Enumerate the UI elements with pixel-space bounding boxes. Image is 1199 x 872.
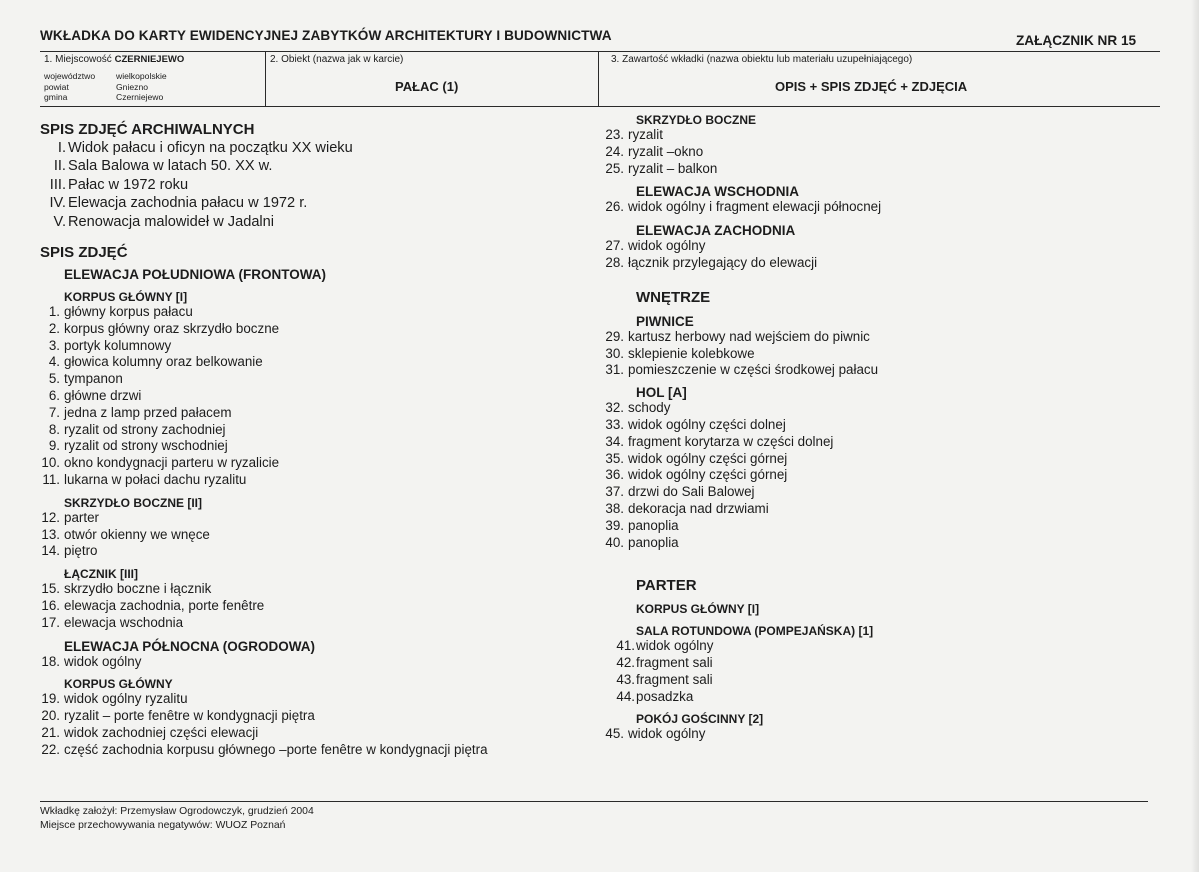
photo-item (40, 543, 595, 560)
photo-item (604, 726, 1164, 743)
photo-number: 17. (41, 614, 60, 630)
photo-number: 20. (41, 708, 60, 724)
photo-text: ryzalit (628, 127, 663, 142)
admin-key: województwo (44, 71, 96, 81)
photo-item (604, 484, 1164, 501)
admin-value: Czerniejewo (116, 92, 164, 102)
cellars-list (604, 329, 1164, 379)
photo-number: 24. (605, 143, 624, 159)
photo-text: piętro (64, 543, 98, 559)
locality-box (44, 54, 184, 65)
north-list (40, 654, 595, 671)
card-title: WKŁADKA DO KARTY EWIDENCYJNEJ ZABYTKÓW ARCHITEKTURY I BUDOWNICTWA (40, 28, 612, 43)
photo-number: 42. (616, 655, 635, 671)
photo-item (40, 510, 595, 527)
photo-text: fragment korytarza w części dolnej (628, 433, 834, 449)
photo-item (604, 535, 1164, 552)
photo-text: posadzka (636, 688, 694, 704)
photo-text: pomieszczenie w części środkowej pałacu (628, 362, 879, 378)
rotunda-heading: SALA ROTUNDOWA (POMPEJAŃSKA) [1] (636, 624, 874, 639)
photo-item (40, 472, 595, 489)
ground-floor-heading: PARTER (636, 577, 697, 595)
admin-values (116, 71, 167, 103)
north-elevation-heading: ELEWACJA PÓŁNOCNA (OGRODOWA) (64, 638, 315, 654)
east-list (604, 199, 1164, 216)
archival-item (40, 213, 595, 231)
photo-item (604, 417, 1164, 434)
photo-number: 12. (41, 509, 60, 525)
archival-text: Elewacja zachodnia pałacu w 1972 r. (68, 195, 308, 212)
archival-list (40, 139, 595, 231)
photo-number: 43. (616, 671, 635, 687)
photo-item (40, 581, 595, 598)
photo-number: 41. (616, 638, 635, 654)
photo-number: 1. (48, 303, 60, 319)
connector-list (40, 581, 595, 631)
photo-number: 6. (48, 387, 60, 403)
guest-room-list (604, 726, 1164, 743)
photo-text: fragment sali (636, 671, 713, 687)
photo-text: widok ogólny (64, 653, 142, 669)
footer-rule (40, 801, 1148, 802)
photo-item (40, 708, 595, 725)
photo-text: główne drzwi (64, 387, 142, 403)
photo-text: elewacja wschodnia (64, 614, 184, 630)
admin-value: wielkopolskie (116, 71, 167, 81)
archival-heading: SPIS ZDJĘĆ ARCHIWALNYCH (40, 121, 255, 138)
photo-item (604, 638, 1164, 655)
photo-number: 14. (41, 543, 60, 559)
archival-text: Widok pałacu i oficyn na początku XX wieku (68, 140, 353, 156)
photo-item (604, 362, 1164, 379)
connector-heading: ŁĄCZNIK [III] (64, 567, 138, 582)
photo-number: 40. (605, 534, 624, 550)
box-divider-2 (598, 51, 599, 106)
photo-item (40, 438, 595, 455)
photo-text: panoplia (628, 534, 679, 550)
side-wing-list (40, 510, 595, 560)
archival-item (40, 176, 595, 194)
photo-item (604, 672, 1164, 689)
photo-text: ryzalit – porte fenêtre w kondygnacji piętra (64, 708, 315, 724)
box-divider-1 (265, 51, 266, 106)
photo-number: 21. (41, 724, 60, 740)
appendix-number: ZAŁĄCZNIK NR 15 (1016, 33, 1137, 48)
photo-number: 19. (41, 691, 60, 707)
photo-item (604, 255, 1164, 272)
photo-text: parter (64, 509, 99, 525)
photo-item (604, 199, 1164, 216)
photo-text: widok ogólny (636, 638, 714, 654)
photo-item (40, 371, 595, 388)
photo-number: 32. (605, 400, 624, 416)
photo-item (604, 400, 1164, 417)
photo-item (604, 451, 1164, 468)
photo-number: 33. (605, 416, 624, 432)
photo-number: 34. (605, 433, 624, 449)
right-column (604, 113, 1164, 742)
archival-text: Renowacja malowideł w Jadalni (68, 213, 275, 230)
photo-number: 7. (48, 404, 60, 420)
photo-text: lukarna w połaci dachu ryzalitu (64, 471, 247, 487)
archival-item (40, 157, 595, 175)
photo-item (604, 689, 1164, 706)
archival-item (40, 139, 595, 157)
locality-label: 1. Miejscowość (44, 54, 112, 65)
photo-item (604, 329, 1164, 346)
photo-text: widok ogólny części górnej (628, 450, 788, 466)
hall-heading: HOL [A] (636, 385, 687, 401)
photo-text: widok ogólny części górnej (628, 467, 788, 483)
photo-number: 15. (41, 581, 60, 597)
photo-number: 4. (48, 354, 60, 370)
admin-key: gmina (44, 92, 68, 102)
guest-room-heading: POKÓJ GOŚCINNY [2] (636, 711, 764, 726)
photo-text: widok ogólny (628, 238, 706, 254)
photo-number: 27. (605, 238, 624, 254)
photo-text: elewacja zachodnia, porte fenêtre (64, 597, 265, 613)
left-column (40, 121, 595, 758)
photo-number: 36. (605, 467, 624, 483)
east-elevation-heading: ELEWACJA WSCHODNIA (636, 184, 800, 200)
hall-list (604, 400, 1164, 551)
photo-number: 26. (605, 199, 624, 215)
photo-text: widok ogólny (628, 725, 706, 741)
photo-text: skrzydło boczne i łącznik (64, 581, 212, 597)
rotunda-list (604, 638, 1164, 705)
photo-text: sklepienie kolebkowe (628, 345, 755, 361)
photo-number: 22. (41, 741, 60, 757)
archival-number: II. (53, 158, 66, 175)
photo-number: 37. (605, 484, 624, 500)
photo-item (40, 338, 595, 355)
photo-text: widok ogólny i fragment elewacji północnej (628, 199, 882, 215)
photo-number: 23. (605, 127, 624, 142)
photo-item (40, 598, 595, 615)
photo-text: fragment sali (636, 655, 713, 671)
photo-item (604, 238, 1164, 255)
footer-negatives: Miejsce przechowywania negatywów: WUOZ Poznań (40, 820, 286, 831)
header-top-rule (40, 51, 1160, 52)
admin-keys (44, 71, 95, 103)
photo-text: kartusz herbowy nad wejściem do piwnic (628, 328, 870, 344)
photo-text: ryzalit od strony zachodniej (64, 421, 226, 437)
archival-number: IV. (49, 195, 66, 212)
photo-number: 2. (48, 320, 60, 336)
west-list (604, 238, 1164, 272)
photo-text: widok ogólny części dolnej (628, 416, 786, 432)
header-bottom-rule (40, 106, 1160, 107)
photo-item (40, 691, 595, 708)
photo-text: ryzalit –okno (628, 143, 704, 159)
photo-item (40, 321, 595, 338)
photo-text: portyk kolumnowy (64, 337, 172, 353)
photo-number: 31. (605, 362, 624, 378)
photo-text: główny korpus pałacu (64, 303, 193, 319)
photo-item (604, 127, 1164, 144)
photo-item (40, 654, 595, 671)
archival-number: III. (49, 176, 66, 193)
photo-item (40, 304, 595, 321)
photo-text: widok zachodniej części elewacji (64, 724, 259, 740)
photo-text: jedna z lamp przed pałacem (64, 404, 232, 420)
photo-item (40, 527, 595, 544)
main-body-heading: KORPUS GŁÓWNY [I] (64, 289, 188, 304)
photo-number: 28. (605, 254, 624, 270)
photo-text: tympanon (64, 371, 123, 387)
archival-number: V. (53, 213, 66, 230)
photo-item (604, 467, 1164, 484)
photo-text: ryzalit od strony wschodniej (64, 438, 228, 454)
admin-value: Gniezno (116, 81, 149, 92)
photo-item (604, 161, 1164, 178)
photo-text: korpus główny oraz skrzydło boczne (64, 320, 280, 336)
photo-item (40, 354, 595, 371)
footer-created-by: Wkładkę założył: Przemysław Ogrodowczyk, grudzień 2004 (40, 806, 314, 817)
north-body-list (40, 691, 595, 758)
photo-item (40, 388, 595, 405)
photo-text: część zachodnia korpusu głównego –porte fenêtre w kondygnacji piętra (64, 741, 488, 757)
archival-item (40, 194, 595, 212)
right-side-wing-heading: SKRZYDŁO BOCZNE (636, 113, 756, 127)
photo-text: schody (628, 400, 671, 416)
photo-item (604, 434, 1164, 451)
photo-item (40, 615, 595, 632)
south-elevation-heading: ELEWACJA POŁUDNIOWA (FRONTOWA) (64, 266, 326, 282)
photo-item (604, 655, 1164, 672)
photo-number: 16. (41, 597, 60, 613)
photo-text: drzwi do Sali Balowej (628, 484, 755, 500)
photo-text: panoplia (628, 517, 679, 533)
photo-text: dekoracja nad drzwiami (628, 500, 769, 516)
photo-text: głowica kolumny oraz belkowanie (64, 354, 263, 370)
photo-number: 9. (48, 438, 60, 454)
scan-edge (1191, 0, 1199, 872)
object-label: 2. Obiekt (nazwa jak w karcie) (270, 54, 404, 65)
photo-item (604, 501, 1164, 518)
photo-item (40, 405, 595, 422)
archival-text: Sala Balowa w latach 50. XX w. (68, 158, 273, 175)
photo-item (604, 346, 1164, 363)
photo-item (40, 422, 595, 439)
archival-number: I. (57, 140, 66, 156)
photo-number: 29. (605, 328, 624, 344)
photo-number: 35. (605, 450, 624, 466)
photo-item (604, 518, 1164, 535)
photo-item (40, 455, 595, 472)
photo-number: 30. (605, 345, 624, 361)
side-wing-heading: SKRZYDŁO BOCZNE [II] (64, 495, 202, 510)
photo-number: 8. (48, 421, 60, 437)
photo-number: 3. (48, 337, 60, 353)
photo-text: okno kondygnacji parteru w ryzalicie (64, 455, 280, 471)
north-body-heading: KORPUS GŁÓWNY (64, 677, 173, 692)
main-body-list (40, 304, 595, 489)
photo-item (40, 742, 595, 759)
photo-number: 10. (41, 455, 60, 471)
photo-text: łącznik przylegający do elewacji (628, 254, 818, 270)
right-side-wing-list (604, 127, 1164, 177)
photo-text: ryzalit – balkon (628, 160, 718, 176)
ground-main-body-heading: KORPUS GŁÓWNY [I] (636, 602, 760, 617)
photo-number: 38. (605, 500, 624, 516)
content-value: OPIS + SPIS ZDJĘĆ + ZDJĘCIA (775, 79, 968, 94)
photo-number: 45. (605, 725, 624, 741)
locality-value: CZERNIEJEWO (114, 54, 185, 65)
admin-key: powiat (44, 81, 69, 92)
cellars-heading: PIWNICE (636, 313, 694, 329)
photos-heading: SPIS ZDJĘĆ (40, 243, 128, 261)
content-label: 3. Zawartość wkładki (nazwa obiektu lub materiału uzupełniającego) (611, 54, 913, 65)
photo-number: 25. (605, 160, 624, 176)
west-elevation-heading: ELEWACJA ZACHODNIA (636, 223, 796, 239)
photo-number: 44. (616, 688, 635, 704)
archival-text: Pałac w 1972 roku (68, 176, 189, 193)
object-value: PAŁAC (1) (395, 79, 459, 94)
photo-item (40, 725, 595, 742)
photo-number: 13. (41, 526, 60, 542)
photo-number: 18. (41, 653, 60, 669)
photo-number: 39. (605, 517, 624, 533)
photo-text: widok ogólny ryzalitu (64, 691, 188, 707)
interior-heading: WNĘTRZE (636, 288, 711, 306)
photo-text: otwór okienny we wnęce (64, 526, 210, 542)
photo-number: 11. (42, 471, 60, 487)
photo-item (604, 144, 1164, 161)
photo-number: 5. (48, 371, 60, 387)
